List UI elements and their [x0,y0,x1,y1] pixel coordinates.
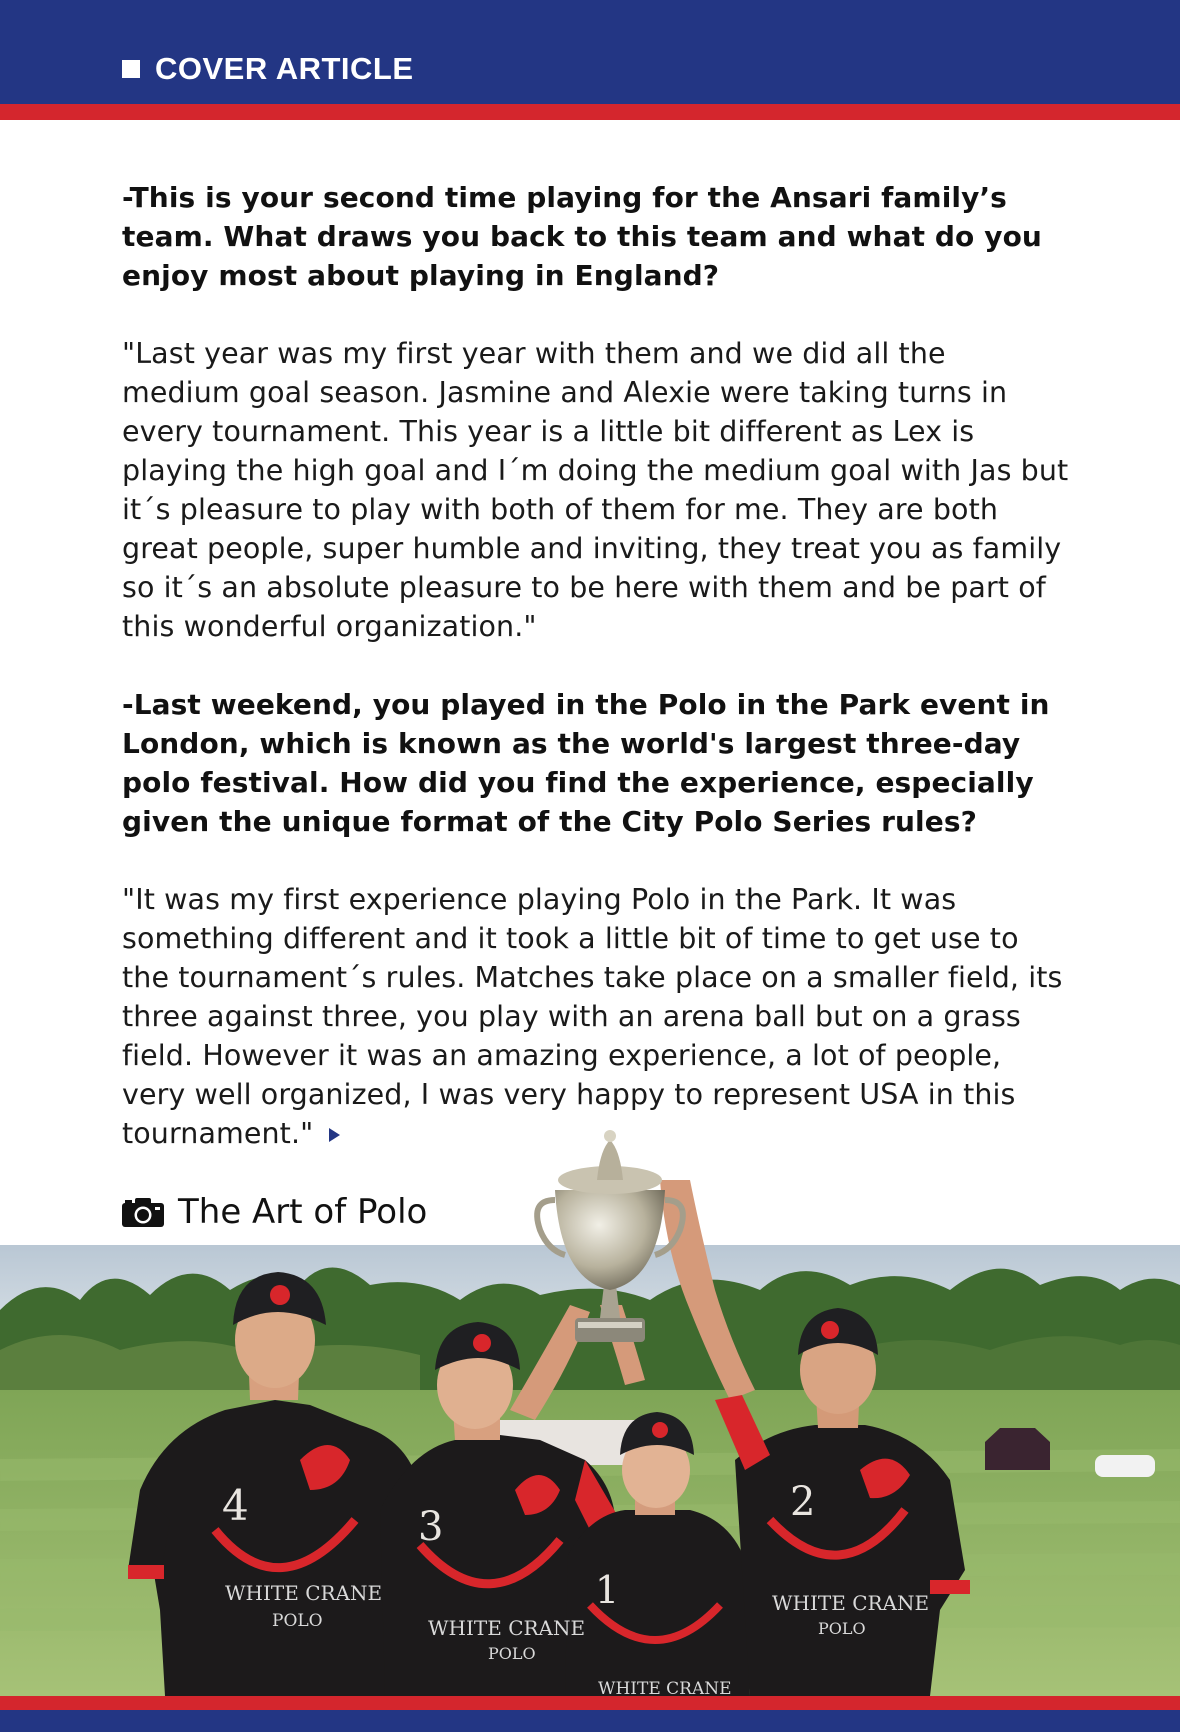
player-4-team-subtitle: POLO [272,1611,323,1631]
player-4-team-name: WHITE CRANE [225,1581,383,1605]
team-trophy-photo [0,1050,1180,1696]
player-2-sleeve-band [930,1580,970,1594]
footer-band [0,1710,1180,1732]
section-square-icon [122,60,140,78]
section-label: COVER ARTICLE [155,51,414,86]
trophy-finial [597,1140,623,1180]
camera-icon [122,1197,164,1227]
player-3-cap-logo [473,1334,491,1352]
interview-question-1: -This is your second time playing for the Ansari family’s team. What draws you back to this team and what do you enjoy most about playing in England? [122,181,1042,292]
player-3-team-subtitle: POLO [488,1644,536,1663]
player-2-shirt [735,1425,965,1696]
player-2-team-name: WHITE CRANE [772,1591,930,1615]
player-3-number: 3 [418,1504,444,1550]
player-2-cap-logo [821,1321,839,1339]
player-4-shirt [140,1400,420,1696]
gallery-title: The Art of Polo [178,1192,428,1232]
background-tent [985,1428,1050,1470]
player-3-team-name: WHITE CRANE [428,1616,586,1640]
header-red-stripe [0,104,1180,120]
player-1-number: 1 [595,1568,620,1612]
player-1-cap-logo [652,1422,668,1438]
player-4-number: 4 [222,1481,249,1530]
interview-answer-1: "Last year was my first year with them and we did all the medium goal season. Jasmine and Alexie were taking turns in every tournament. This year is a little bit different as Lex is playing the high goal and I´m doing the medium goal with Jas but it´s pleasure to play with both of them for me. They are both great people, super humble and inviting, they treat you as family so it´s an absolute pleasure to be here with them and be part of this wonderful organization." [122,337,1069,643]
player-2-team-subtitle: POLO [818,1619,866,1638]
footer-red-stripe [0,1696,1180,1710]
gallery-heading [122,1190,427,1234]
trophy-base-band [578,1322,642,1328]
interview-article [122,178,1072,1192]
player-1-team-name: WHITE CRANE [598,1679,732,1696]
interview-answer-2-text: "It was my first experience playing Polo in the Park. It was something different and it took a little bit of time to get use to the tournament´s rules. Matches take place on a smaller field, its three against three, you play with an arena ball but on a grass field. However it was an amazing experience, a lot of people, very well organized, I was very happy to represent USA in this tournament." [122,883,1063,1150]
background-car [1095,1455,1155,1477]
player-2-number: 2 [790,1479,816,1525]
player-4-cap-logo [270,1285,290,1305]
interview-question-2: -Last weekend, you played in the Polo in the Park event in London, which is known as the world's largest three-day polo festival. How did you find the experience, especially given the unique format of the City Polo Series rules? [122,688,1050,838]
trophy-base [575,1318,645,1342]
trophy-finial-knob [604,1130,616,1142]
player-4-sleeve-band [128,1565,164,1579]
